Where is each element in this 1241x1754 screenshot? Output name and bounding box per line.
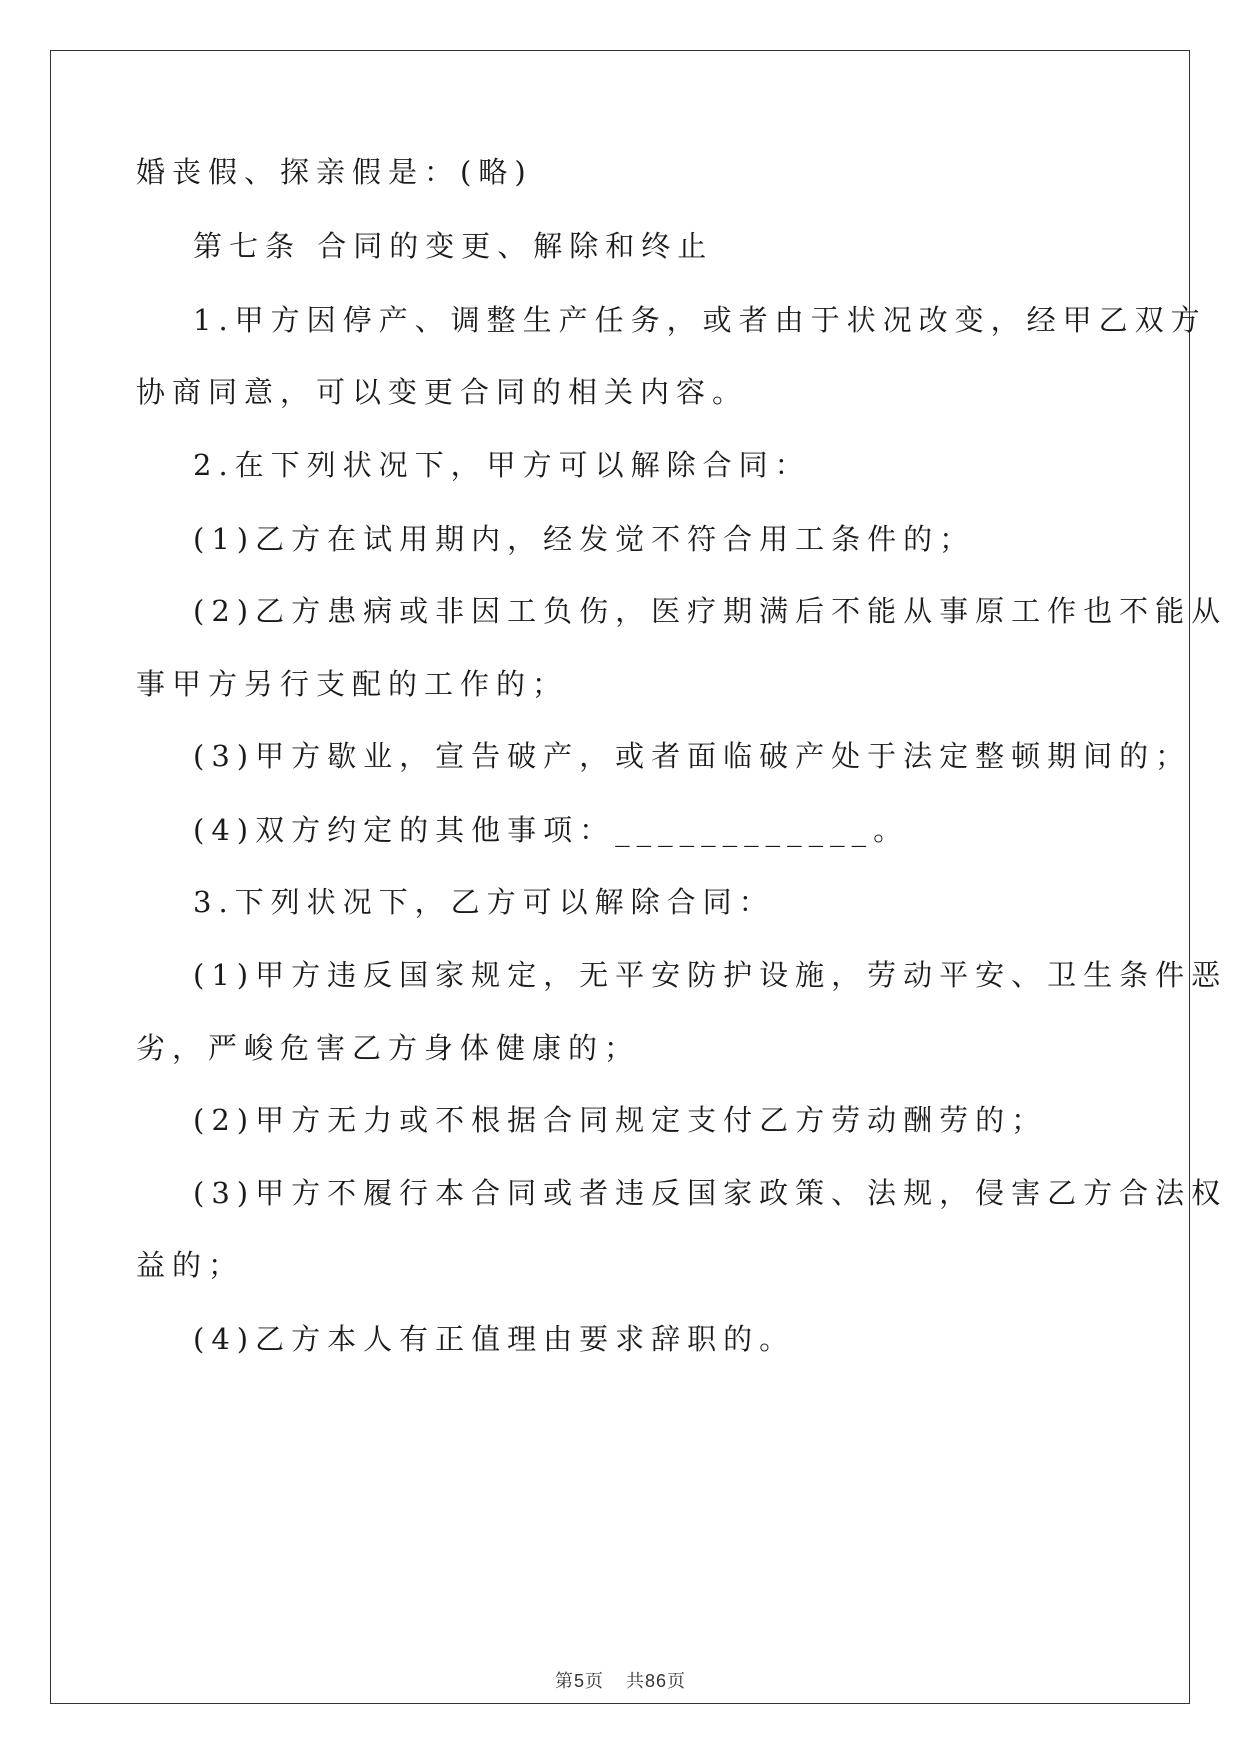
text-line: (1)乙方在试用期内，经发觉不符合用工条件的；	[193, 522, 976, 556]
text-line: (3)甲方不履行本合同或者违反国家政策、法规，侵害乙方合法权	[193, 1176, 1228, 1210]
text-line: 劣，严峻危害乙方身体健康的；	[136, 1031, 641, 1065]
text-line: (3)甲方歇业，宣告破产，或者面临破产处于法定整顿期间的；	[193, 739, 1192, 773]
total-suffix: 页	[667, 1671, 687, 1692]
page-suffix: 页	[584, 1671, 604, 1692]
text-line: (2)甲方无力或不根据合同规定支付乙方劳动酬劳的；	[193, 1103, 1048, 1137]
page-footer	[0, 1667, 1241, 1693]
text-line: (4)乙方本人有正值理由要求辞职的。	[193, 1322, 796, 1356]
text-line: 益的；	[136, 1248, 245, 1282]
text-line: (4)双方约定的其他事项：____________。	[193, 813, 910, 847]
total-prefix: 共	[625, 1671, 645, 1692]
text-line: 3.下列状况下，乙方可以解除合同：	[193, 885, 775, 919]
page-prefix: 第	[554, 1671, 574, 1692]
text-line: 事甲方另行支配的工作的；	[136, 667, 569, 701]
text-line: (2)乙方患病或非因工负伤，医疗期满后不能从事原工作也不能从	[193, 594, 1228, 628]
section-heading: 第七条 合同的变更、解除和终止	[193, 229, 714, 263]
page-border	[50, 50, 1190, 1704]
text-line: 协商同意，可以变更合同的相关内容。	[136, 375, 749, 409]
text-line: 1.甲方因停产、调整生产任务，或者由于状况改变，经甲乙双方	[193, 303, 1207, 337]
total-pages: 86	[644, 1671, 668, 1691]
text-line: 2.在下列状况下，甲方可以解除合同：	[193, 448, 811, 482]
text-line: 婚丧假、探亲假是：(略)	[136, 155, 533, 189]
page-number: 5	[573, 1671, 585, 1691]
text-line: (1)甲方违反国家规定，无平安防护设施，劳动平安、卫生条件恶	[193, 958, 1228, 992]
